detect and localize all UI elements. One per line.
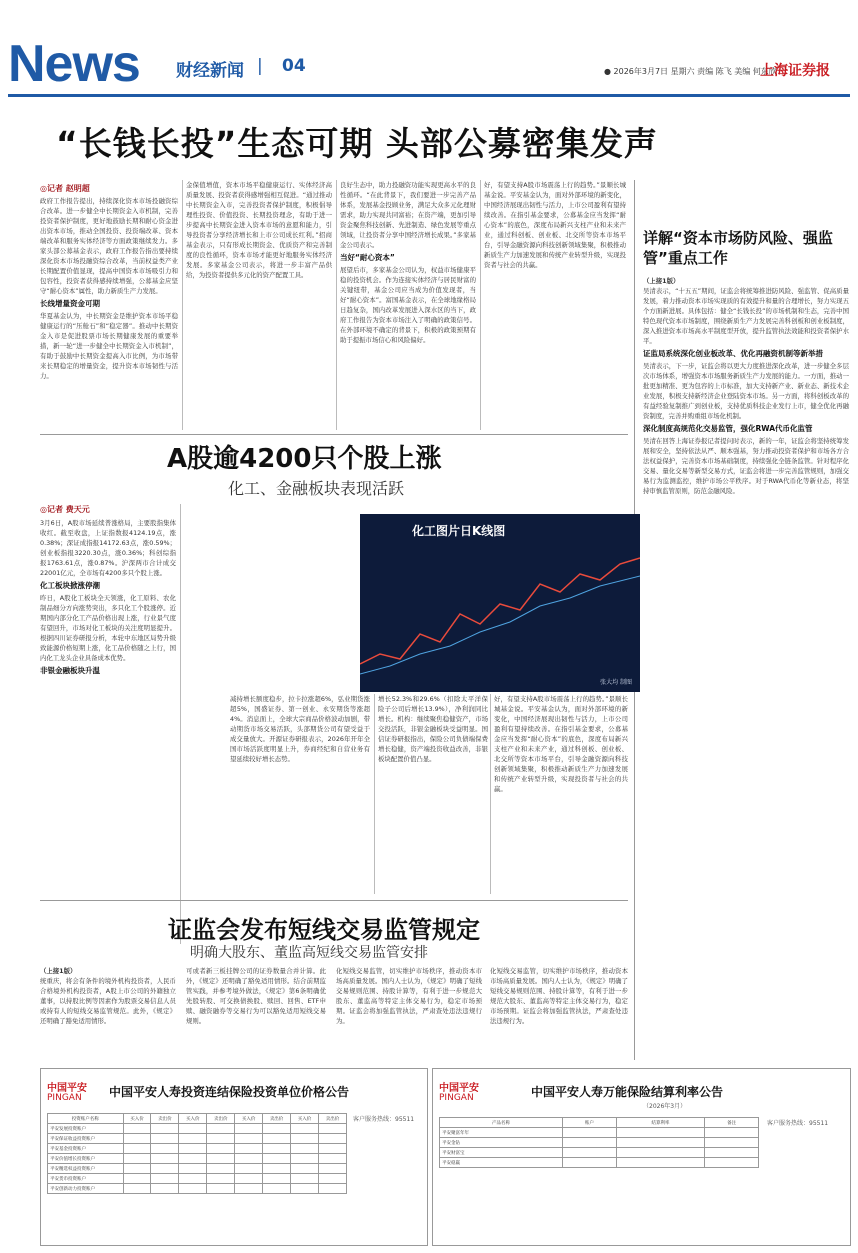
table-header-cell: 卖出价 — [207, 1114, 235, 1124]
table-cell — [123, 1124, 151, 1134]
stock-subhead1: 化工板块掀涨停潮 — [40, 581, 100, 590]
table-cell — [616, 1128, 704, 1138]
col-divider — [180, 504, 181, 944]
table-cell — [263, 1124, 291, 1134]
table-cell — [123, 1184, 151, 1194]
stock-col4 — [494, 694, 628, 894]
main-col2 — [186, 180, 332, 430]
main-col1b-text: 华夏基金认为，中长期资金是维护资本市场平稳健康运行的“压舱石”和“稳定器”。推动中长期资金入市是促进股票市场长期健康发展的重要举措，新一轮“进一步健全中长期资金入市机制”，有助于鼓励中长期资金提高入市比例，为市场带来长期稳定的增量资金，提升资本市场韧性与活力。 — [40, 312, 178, 380]
stock-col2-text: 减持增长额度稳步，拉卡拉涨超6%，弘业期货涨超5%，国盛证券、第一创业、永安期货等涨超4%。消息面上，全球大宗商品价格波动加剧，带动期货市场交易活跃，头部期货公司有望受益于成交量放大。开源证券研报表示，2026年开年全国市场活跃度明显上升，券商经纪和自营业务有望延续较好增长态势。 — [230, 695, 370, 763]
table-cell — [179, 1134, 207, 1144]
table-cell: 平安保证收益投资账户 — [48, 1134, 124, 1144]
table-cell — [291, 1134, 319, 1144]
stock-col4-text: 好，有望支持A股市场震荡上行的趋势。”景顺长城基金说。平安基金认为，面对外部环境的新变化，中国经济展现出韧性与活力，上市公司盈利有望持续改善。在指引基金要求，公募基金应当发挥“耐心资本”的底色，深度布局新兴支柱产业和未来产业，通过科创板、创业板、北交所等资本市场平台，引导金融资源向科技创新领域集聚，积极推动新质生产力加速发展和传统产业转型升级，实现投资者与社会的共赢。 — [494, 695, 628, 793]
table-cell — [151, 1154, 179, 1164]
table-cell — [235, 1124, 263, 1134]
table-cell — [318, 1184, 346, 1194]
table-cell — [616, 1158, 704, 1168]
ad-investment-linked — [40, 1068, 428, 1246]
ad2-logo-en: PINGAN — [439, 1093, 474, 1103]
stock-col1 — [40, 518, 176, 944]
table-cell — [207, 1164, 235, 1174]
table-cell — [263, 1174, 291, 1184]
table-header-cell: 买入价 — [123, 1114, 151, 1124]
table-cell — [291, 1154, 319, 1164]
date-line: ● 2026年3月7日 星期六 责编 陈飞 美编 何东欣 — [604, 67, 777, 76]
main-col1-text: 政府工作报告提出，持续深化资本市场投融资综合改革。进一步健全中长期资金入市机制，完善投资者保护制度，更好地鼓励长期和耐心资金进出资本市场，推动全国投资、投资端改革、资本端改革和服务实体经济等方面政策继续发力。多家头部公募基金表示，政府工作报告指出要持续深化资本市场投融资综合改革，当前权益类产业长期配置价值显现，提高中国资本市场吸引力和包容性，投资者获得感持续增强，公募基金应坚守“耐心资本”属性，助力新质生产力发展。 — [40, 197, 178, 295]
table-cell — [235, 1134, 263, 1144]
table-cell — [263, 1144, 291, 1154]
stock-subhead2: 非银金融板块升温 — [40, 666, 100, 675]
main-byline: ◎记者 赵明超 — [40, 184, 90, 193]
ad2-table — [439, 1117, 759, 1168]
main-col3-text: 良好生态中，助力投融资功能实现更高水平的良性循环。“在此背景下，我们要进一步完善产品体系，发展基金投顾业务，满足大众多元化理财需求，助力实现共同富裕；在资产端，更加引导资金聚焦科技创新、先进制造、绿色发展等重点领域，让投资者分享中国经济增长成果。”多家基金公司表示。 — [340, 181, 476, 249]
table-header-cell: 卖出价 — [263, 1114, 291, 1124]
table-cell — [318, 1124, 346, 1134]
stock-col2 — [230, 694, 370, 894]
table-cell: 平安稳赢 — [440, 1158, 563, 1168]
table-cell — [123, 1144, 151, 1154]
table-cell — [151, 1164, 179, 1174]
table-cell — [179, 1144, 207, 1154]
csrc-col2 — [186, 966, 326, 1054]
csrc-subtitle: 明确大股东、董监高短线交易监管安排 — [190, 945, 428, 961]
table-header-cell: 投资账户名称 — [48, 1114, 124, 1124]
table-cell — [562, 1128, 616, 1138]
ad2-logo: 中国平安 — [439, 1083, 479, 1094]
chart-credit: 张大均 制图 — [600, 679, 632, 686]
section-name: 财经新闻 — [176, 61, 244, 81]
table-cell — [291, 1164, 319, 1174]
table-cell — [616, 1138, 704, 1148]
table-header-cell: 买入价 — [235, 1114, 263, 1124]
table-header-cell: 产品名称 — [440, 1118, 563, 1128]
table-cell — [705, 1128, 759, 1138]
table-cell — [291, 1174, 319, 1184]
ad1-table — [47, 1113, 347, 1194]
table-cell: 平安货币投资账户 — [48, 1174, 124, 1184]
stock-col3 — [378, 694, 488, 894]
table-row — [440, 1128, 759, 1138]
main-col3b-text: 展望后市，多家基金公司认为，权益市场健康平稳的投资机会。作为连接实体经济与居民财富的关键纽带，基金公司应当成为价值发现者，当好“耐心资本”。富国基金表示，在全球地缘格局日趋复杂，国内改革发展进入深水区的当下，政府工作报告为资本市场注入了明确的政策信号。在外部环境不确定的背景下，积极的政策预期有助于提振市场信心和风险偏好。 — [340, 266, 476, 344]
table-cell: 平安发展投资账户 — [48, 1124, 124, 1134]
table-header-cell: 备注 — [705, 1118, 759, 1128]
csrc-col3-text: 化短线交易监管，切实维护市场秩序，推动资本市场高质量发展。国内人士认为，《规定》明确了短线交易规则范围、持股计算等，有利于进一步规范大股东、董监高等特定主体交易行为，稳定市场预期。证监会将加强监管执法，严肃查处违法违规行为。 — [336, 967, 482, 1025]
csrc-title: 证监会发布短线交易监管规定 — [168, 916, 480, 944]
table-cell — [123, 1164, 151, 1174]
ad1-logo: 中国平安 — [47, 1083, 87, 1094]
main-col4-text: 好，有望支持A股市场震荡上行的趋势。”景顺长城基金说。平安基金认为，面对外部环境的新变化，中国经济展现出韧性与活力，上市公司盈利有望持续改善。在指引基金要求，公募基金应当发挥“耐心资本”的底色，深度布局新兴支柱产业和未来产业，通过科创板、创业板、北交所等资本市场平台，引导金融资源向科技创新领域集聚，积极推动新质生产力加速发展和传统产业转型升级，实现投资者与社会的共赢。 — [484, 181, 626, 269]
table-header-cell: 买入价 — [179, 1114, 207, 1124]
table-row — [440, 1148, 759, 1158]
table-cell — [123, 1174, 151, 1184]
table-cell — [179, 1164, 207, 1174]
table-cell — [235, 1144, 263, 1154]
table-cell — [207, 1174, 235, 1184]
table-cell — [263, 1164, 291, 1174]
ad1-title: 中国平安人寿投资连结保险投资单位价格公告 — [109, 1085, 350, 1099]
table-cell — [207, 1154, 235, 1164]
ad2-subtitle: （2026年3月） — [643, 1103, 687, 1110]
kline-chart-image — [360, 514, 640, 692]
table-cell: 平安财富宝 — [440, 1148, 563, 1158]
col-divider — [480, 180, 481, 430]
table-cell — [263, 1134, 291, 1144]
table-cell — [291, 1184, 319, 1194]
side-body — [643, 276, 849, 1052]
table-cell: 平安基金投资账户 — [48, 1144, 124, 1154]
masthead-logo: News — [8, 35, 140, 93]
col-divider — [374, 694, 375, 894]
table-row — [48, 1174, 347, 1184]
csrc-col1 — [40, 966, 176, 1054]
ad2-title: 中国平安人寿万能保险结算利率公告 — [531, 1085, 724, 1099]
table-cell — [562, 1158, 616, 1168]
col-divider — [336, 180, 337, 430]
table-cell — [151, 1174, 179, 1184]
table-cell: 平安金钻 — [440, 1138, 563, 1148]
main-headline: “长钱长投”生态可期 头部公募密集发声 — [56, 124, 658, 163]
table-cell — [616, 1148, 704, 1158]
csrc-col2-text: 可或者新三板挂牌公司的证券数量合并计算。此外，《规定》还明确了豁免适用情形。结合前期监管实践，并参考境外做法，《规定》第6条明确优先股转股、可交换债换股、赎回、回售、ETF申赎、融资融券等交易行为可以豁免适用短线交易规则。 — [186, 967, 326, 1025]
table-cell — [123, 1134, 151, 1144]
col-divider — [182, 180, 183, 430]
table-cell — [151, 1124, 179, 1134]
main-subhead3: 当好“耐心资本” — [340, 253, 395, 262]
table-cell — [705, 1148, 759, 1158]
table-cell — [179, 1174, 207, 1184]
table-cell — [235, 1154, 263, 1164]
table-cell — [318, 1134, 346, 1144]
section-separator: | — [257, 56, 263, 76]
table-cell — [562, 1148, 616, 1158]
main-subhead1: 长线增量资金可期 — [40, 299, 100, 308]
paper-name: 上海证券报 — [760, 63, 830, 79]
ad1-logo-en: PINGAN — [47, 1093, 82, 1103]
side-col-c-text: 吴清在回答上海证券报记者提问时表示，新的一年，证监会将坚持统筹发展和安全，坚持依法从严、顺本强基，努力推动投资者保护和市场各方合法权益保护，完善资本市场基础制度，持续强化全链条监管。针对程序化交易、量化交易等新型交易方式，证监会将进一步完善监管规则，加强交易行为监测监控，维护市场公平秩序。对于RWA代币化等新业态，将坚持审慎监管原则，防范金融风险。 — [643, 437, 849, 495]
ad-universal-insurance — [432, 1068, 851, 1246]
csrc-col4-text: 化短线交易监管，切实维护市场秩序，推动资本市场高质量发展。国内人士认为，《规定》明确了短线交易规则范围、持股计算等，有利于进一步规范大股东、董监高等特定主体交易行为，稳定市场预期。证监会将加强监管执法，严肃查处违法违规行为。 — [490, 967, 628, 1025]
table-row — [48, 1144, 347, 1154]
table-cell — [207, 1184, 235, 1194]
main-col3 — [340, 180, 476, 430]
stock-byline: ◎记者 费天元 — [40, 505, 90, 514]
side-title: 详解“资本市场防风险、强监管”重点工作 — [643, 229, 833, 267]
table-cell — [705, 1158, 759, 1168]
table-cell: 平安价值增长投资账户 — [48, 1154, 124, 1164]
ad2-note: 客户服务热线：95511 — [767, 1120, 829, 1127]
table-cell — [318, 1144, 346, 1154]
table-cell — [123, 1154, 151, 1164]
table-cell — [291, 1144, 319, 1154]
page-number: 04 — [282, 56, 306, 76]
side-col-b-text: 吴清表示，下一步，证监会将以更大力度推进深化改革，进一步健全多层次市场体系，增强资本市场服务新质生产力发展的能力。一方面，推动一批更加精准、更为包容的上市标准，加大支持新产业、新业态、新技术企业发展，积极支持新经济企业登陆资本市场。另一方面，将科创板改革的有益经验复制推广到创业板，支持优质科技企业发行上市，健全优化再融资制度，完善并购重组市场化机制。 — [643, 362, 849, 420]
side-col-text: 吴清表示，“十五五”期间，证监会将统筹推进防风险、强监管、促高质量发展，着力推动资本市场实现质的有效提升和量的合理增长，努力实现五个方面新进展。具体包括：健全“长钱长投”的市场机制和生态，完善中国特色现代资本市场制度，围绕新质生产力发展完善科创板和创业板制度，深入推进资本市场高水平制度型开放，提升监管执法效能和投资者保护水平。 — [643, 287, 849, 345]
table-cell — [151, 1144, 179, 1154]
table-row — [440, 1138, 759, 1148]
table-row — [48, 1164, 347, 1174]
table-cell — [562, 1138, 616, 1148]
section-rule — [40, 900, 628, 901]
side-byline: （上接1版） — [643, 277, 680, 285]
table-cell — [179, 1124, 207, 1134]
table-header-cell: 卖出价 — [151, 1114, 179, 1124]
stock-title: A股逾4200只个股上涨 — [167, 444, 442, 474]
kline-chart-graphic — [360, 514, 640, 692]
table-cell — [235, 1164, 263, 1174]
table-cell — [263, 1184, 291, 1194]
table-cell — [151, 1184, 179, 1194]
table-cell — [235, 1184, 263, 1194]
table-cell — [207, 1134, 235, 1144]
table-header-cell: 卖出价 — [318, 1114, 346, 1124]
table-cell — [235, 1174, 263, 1184]
table-cell: 平安精选权益投资账户 — [48, 1164, 124, 1174]
stock-col1-text: 3月6日，A股市场延续普涨格局，主要股指集体收红。截至收盘，上证指数报4124.19点，涨0.38%；深证成指报14172.63点，涨0.59%；创业板指报3220.30点，涨0.36%；科创综指报1763.61点，涨0.87%。沪深两市合计成交22001亿元，全市场有4200多只个股上涨。 — [40, 519, 176, 577]
table-cell — [705, 1138, 759, 1148]
chart-title: 化工图片日K线图 — [412, 524, 506, 538]
table-row — [440, 1158, 759, 1168]
masthead-rule — [8, 94, 850, 97]
table-cell — [291, 1124, 319, 1134]
table-row — [48, 1134, 347, 1144]
table-row — [48, 1154, 347, 1164]
stock-subtitle: 化工、金融板块表现活跃 — [228, 479, 405, 498]
side-subhead2: 深化制度高规范化交易监管，强化RWA代币化监管 — [643, 424, 813, 433]
table-cell — [263, 1154, 291, 1164]
table-header-cell: 买入价 — [291, 1114, 319, 1124]
csrc-col4 — [490, 966, 628, 1054]
table-cell — [207, 1124, 235, 1134]
section-rule — [40, 434, 628, 435]
ad1-note: 客户服务热线：95511 — [353, 1116, 415, 1123]
stock-col1b-text: 昨日，A股化工板块全天领涨，化工原料、农化制品细分方向涨势突出，多只化工个股涨停。近期国内部分化工产品价格出现上涨，行业景气度有望回升，市场对化工板块的关注度明显提升。根据四川证券研报分析，本轮中东地区局势升级致能源价格短期上涨，化工品价格随之上行，国内化工龙头企业具备成本优势。 — [40, 594, 176, 662]
table-cell — [151, 1134, 179, 1144]
main-col2-text: 金保值增值，资本市场平稳健康运行、实体经济高质量发展、投资者获得感增强相互促进。“通过推动中长期资金入市，完善投资者保护制度，积极倡导理性投资、价值投资、长期投资理念，有助于进一步提高中长期资金进入资本市场的意愿和能力，引导投资者分享经济增长和上市公司成长红利。”招商基金表示，只有形成长期资金、优质资产和完善制度的良性循环，资本市场才能更好地服务实体经济发展。多家基金公司表示，将进一步丰富产品供给，为投资者提供多元化的资产配置工具。 — [186, 181, 332, 279]
csrc-byline: （上接1版） — [40, 967, 77, 975]
table-cell — [318, 1164, 346, 1174]
table-cell: 平安创新动力投资账户 — [48, 1184, 124, 1194]
table-header-cell: 结算利率 — [616, 1118, 704, 1128]
main-col4 — [484, 180, 626, 430]
col-divider — [490, 694, 491, 894]
table-cell: 平安聚富年年 — [440, 1128, 563, 1138]
table-cell — [318, 1154, 346, 1164]
main-col1 — [40, 196, 178, 428]
table-cell — [179, 1154, 207, 1164]
table-cell — [179, 1184, 207, 1194]
table-row — [48, 1184, 347, 1194]
stock-col3-text: 增长52.3%和29.6%（扣除太平洋保险子公司后增长13.9%），净利润同比增长。机构：继续聚焦稳健资产，市场交投活跃，非银金融板块受益明显。国信证券研报指出，保险公司负债端保费增长稳健，资产端投资收益改善，非银板块配置价值凸显。 — [378, 695, 488, 763]
csrc-col3 — [336, 966, 482, 1054]
table-header-cell: 账户 — [562, 1118, 616, 1128]
table-cell — [318, 1174, 346, 1184]
table-row — [48, 1124, 347, 1134]
csrc-col1-text: 统重庆，将会有条件的境外机构投资者，人民币合格境外机构投资者，A股上市公司的外籍独立董事，以持股比例等因素作为股票交易信息人员或持有人的短线交易监管规范。此外，《规定》还明确了豁免适用情形。 — [40, 977, 176, 1025]
table-cell — [207, 1144, 235, 1154]
side-subhead1: 证监局系统深化创业板改革、优化再融资机制等新举措 — [643, 349, 823, 358]
